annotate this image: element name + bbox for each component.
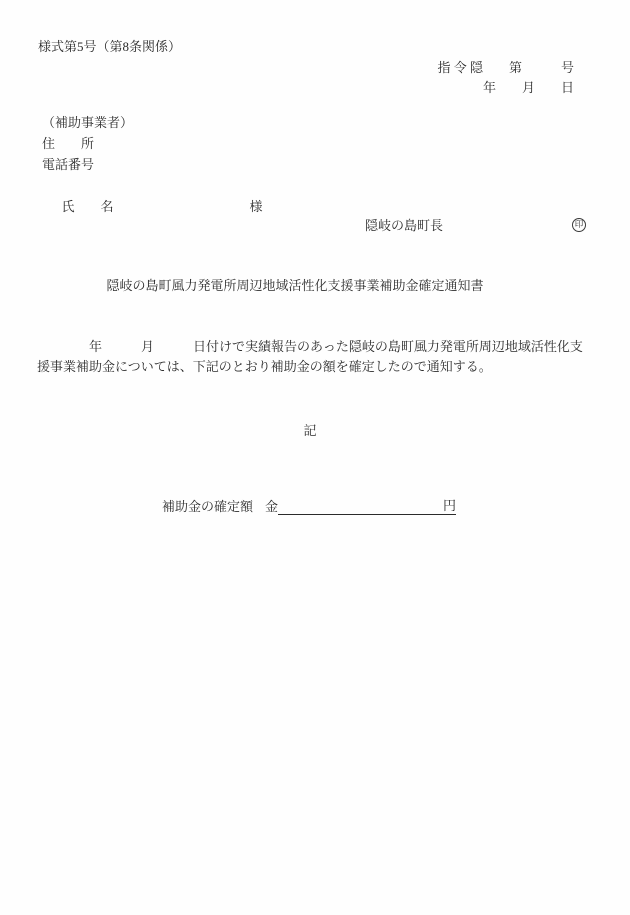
amount-currency-prefix: 金 <box>265 499 279 514</box>
body-line-2: 援事業補助金については、下記のとおり補助金の額を確定したので通知する。 <box>37 358 492 374</box>
recipient-heading: （補助事業者） <box>42 115 134 130</box>
amount-currency-suffix: 円 <box>443 498 457 513</box>
directive-number-line: 指 令 隠 第 号 <box>437 60 574 75</box>
body-paragraph <box>37 337 597 376</box>
recipient-address-label: 住 所 <box>42 136 95 151</box>
document-title: 隠岐の島町風力発電所周辺地域活性化支援事業補助金確定通知書 <box>106 278 484 293</box>
recipient-phone-label: 電話番号 <box>42 157 95 172</box>
recipient-honorific: 様 <box>249 199 263 214</box>
form-number: 様式第5号（第8条関係） <box>38 39 182 54</box>
seal-character: 印 <box>574 219 584 230</box>
amount-blank-field <box>278 497 456 515</box>
recipient-name-row <box>42 175 263 238</box>
issue-date-line: 年 月 日 <box>482 80 574 95</box>
issuer-title: 隠岐の島町長 <box>365 218 444 233</box>
seal-icon <box>572 218 586 232</box>
body-line-1: 年 月 日付けで実績報告のあった隠岐の島町風力発電所周辺地域活性化支 <box>37 339 583 354</box>
recipient-block <box>42 112 263 238</box>
note-marker: 記 <box>303 423 317 438</box>
recipient-name-label: 氏 名 <box>61 199 114 214</box>
issuer-line <box>365 215 586 234</box>
amount-row <box>149 480 456 532</box>
amount-label: 補助金の確定額 <box>162 499 254 514</box>
